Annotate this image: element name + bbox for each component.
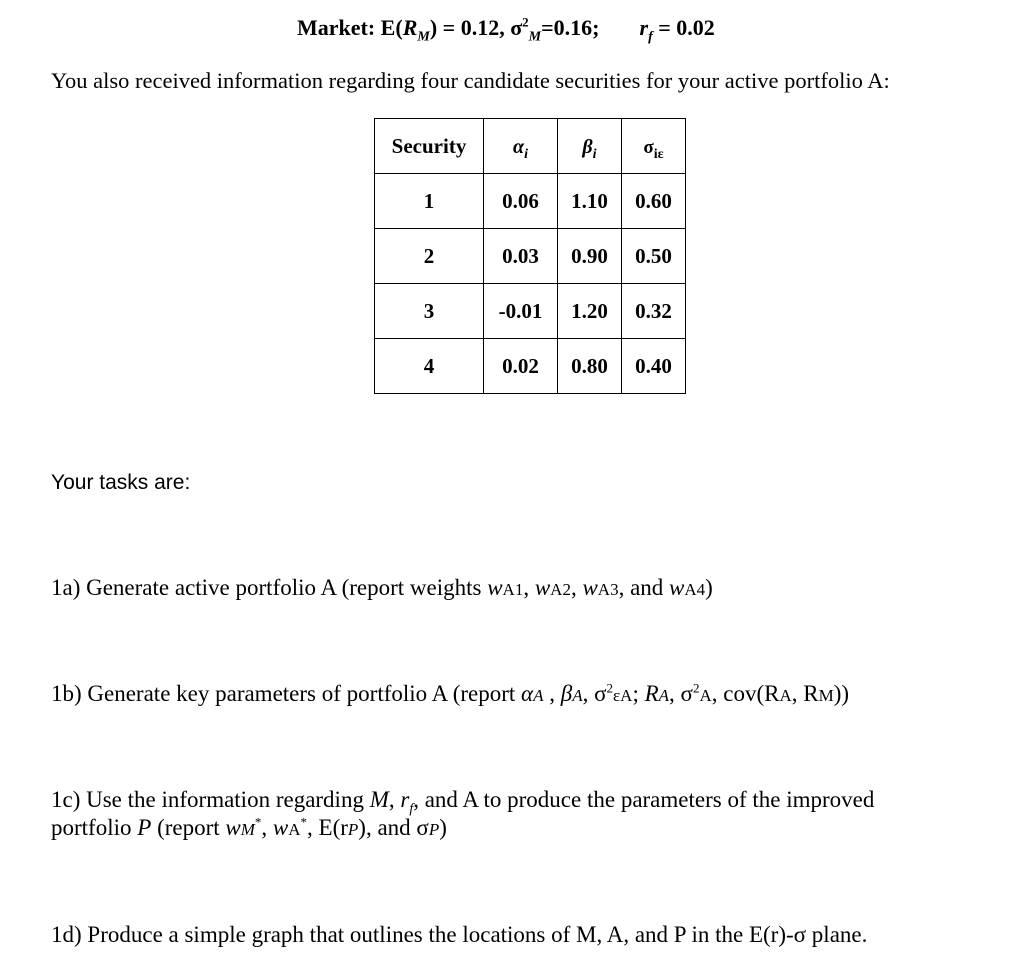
securities-table <box>374 118 686 394</box>
table-row <box>375 229 686 284</box>
task-1c: 1c) Use the information regarding M, $r_f$, and A to produce the parameters of the improved <box>51 787 875 817</box>
task-1b: 1b) Generate key parameters of portfolio A (report αA , βA, $\sigma^2\varepsilon A$; RA, $\sigma^2A$, cov(RA, RM)) <box>51 680 850 706</box>
cell-security: 1 <box>375 174 484 229</box>
cell-sigma: 0.32 <box>622 284 686 339</box>
cell-sigma: 0.40 <box>622 339 686 394</box>
cell-beta: 1.20 <box>558 284 622 339</box>
cell-security: 4 <box>375 339 484 394</box>
header-beta: $\beta_i$ <box>558 119 622 174</box>
cell-sigma: 0.60 <box>622 174 686 229</box>
table-row <box>375 284 686 339</box>
header-sigma: $\sigma_{i\varepsilon}$ <box>622 119 686 174</box>
table-header-row <box>375 119 686 174</box>
cell-security: 3 <box>375 284 484 339</box>
market-parameters: Market: $E(R_M) = 0.12$, $\sigma^2_M=0.16$; $r_f = 0.02$ <box>297 14 715 45</box>
header-alpha: $\alpha_i$ <box>484 119 558 174</box>
cell-alpha: 0.03 <box>484 229 558 284</box>
cell-alpha: -0.01 <box>484 284 558 339</box>
intro-text: You also received information regarding four candidate securities for your active portfolio A: <box>51 68 890 93</box>
table-row <box>375 174 686 229</box>
cell-beta: 0.80 <box>558 339 622 394</box>
task-1a: 1a) Generate active portfolio A (report weights wA1, wA2, wA3, and wA4) <box>51 575 713 600</box>
task-1c-continued: portfolio P (report wM*, wA*, E(rP), and σP) <box>51 814 447 840</box>
cell-alpha: 0.06 <box>484 174 558 229</box>
cell-beta: 1.10 <box>558 174 622 229</box>
cell-alpha: 0.02 <box>484 339 558 394</box>
cell-sigma: 0.50 <box>622 229 686 284</box>
tasks-heading: Your tasks are: <box>51 471 191 494</box>
header-security: Security <box>375 119 484 174</box>
task-1d: 1d) Produce a simple graph that outlines the locations of M, A, and P in the E(r)-σ plane. <box>51 922 868 947</box>
cell-security: 2 <box>375 229 484 284</box>
cell-beta: 0.90 <box>558 229 622 284</box>
table-row <box>375 339 686 394</box>
